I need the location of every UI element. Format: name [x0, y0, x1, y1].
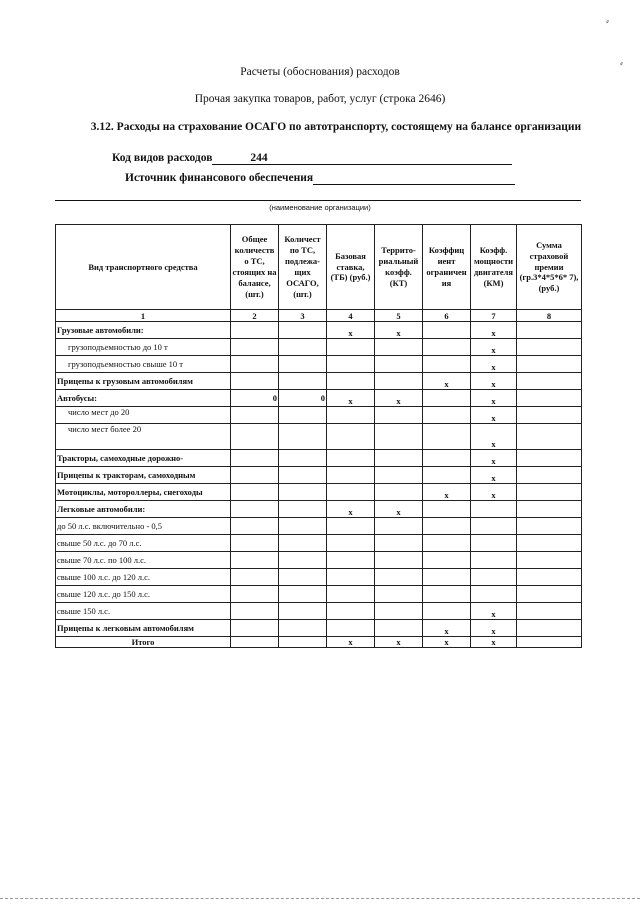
cell-limit-coef — [423, 603, 471, 620]
cell-power-coef: x — [471, 467, 517, 484]
cell-limit-coef — [423, 586, 471, 603]
cell-total-count — [231, 620, 279, 637]
header-total-count: Общее количеств о ТС, стоящих на балансе, (шт.) — [231, 225, 279, 310]
cell-premium-sum — [517, 484, 582, 501]
cell-base-rate — [327, 450, 375, 467]
cell-total-count — [231, 518, 279, 535]
cell-base-rate — [327, 535, 375, 552]
cell-limit-coef: x — [423, 373, 471, 390]
cell-total-count — [231, 535, 279, 552]
cell-total-count — [231, 501, 279, 518]
cell-premium-sum — [517, 407, 582, 424]
cell-base-rate — [327, 467, 375, 484]
cell-osago-count: 0 — [279, 390, 327, 407]
cell-power-coef: x — [471, 637, 517, 648]
col-number: 6 — [423, 310, 471, 322]
cell-base-rate — [327, 620, 375, 637]
table-row — [56, 569, 582, 586]
table-row — [56, 535, 582, 552]
col-number: 5 — [375, 310, 423, 322]
scan-mark: ⸗ — [606, 16, 609, 26]
table-row — [56, 390, 582, 407]
cell-territorial-coef — [375, 620, 423, 637]
row-label: Прицепы к грузовым автомобилям — [56, 373, 231, 390]
table-row — [56, 603, 582, 620]
organization-caption: (наименование организации) — [269, 203, 371, 212]
cell-osago-count — [279, 586, 327, 603]
cell-territorial-coef — [375, 552, 423, 569]
page-bottom-edge — [0, 898, 640, 899]
cell-base-rate — [327, 424, 375, 450]
row-label: свыше 120 л.с. до 150 л.с. — [56, 586, 231, 603]
table-row — [56, 586, 582, 603]
cell-total-count — [231, 450, 279, 467]
cell-premium-sum — [517, 373, 582, 390]
header-vehicle-type: Вид транспортного средства — [56, 225, 231, 310]
cell-osago-count — [279, 569, 327, 586]
cell-osago-count — [279, 424, 327, 450]
cell-base-rate: x — [327, 501, 375, 518]
cell-osago-count — [279, 322, 327, 339]
cell-total-count — [231, 569, 279, 586]
table-row — [56, 356, 582, 373]
column-number-row — [56, 310, 582, 322]
cell-osago-count — [279, 373, 327, 390]
col-number: 4 — [327, 310, 375, 322]
cell-power-coef — [471, 501, 517, 518]
cell-limit-coef — [423, 424, 471, 450]
cell-total-count — [231, 552, 279, 569]
cell-territorial-coef: x — [375, 501, 423, 518]
table-row — [56, 501, 582, 518]
header-territorial-coef: Террито- риальный коэфф. (КТ) — [375, 225, 423, 310]
cell-total-count — [231, 424, 279, 450]
cell-osago-count — [279, 637, 327, 648]
cell-limit-coef — [423, 390, 471, 407]
osago-table — [55, 224, 582, 648]
row-label: Грузовые автомобили: — [56, 322, 231, 339]
header-limit-coef: Коэффиц иент ограничен ия — [423, 225, 471, 310]
cell-premium-sum — [517, 390, 582, 407]
cell-osago-count — [279, 356, 327, 373]
header-row — [56, 225, 582, 310]
table-row — [56, 518, 582, 535]
table-row — [56, 620, 582, 637]
cell-power-coef — [471, 535, 517, 552]
cell-limit-coef: x — [423, 484, 471, 501]
cell-power-coef: x — [471, 356, 517, 373]
table-row — [56, 373, 582, 390]
cell-premium-sum — [517, 450, 582, 467]
scan-mark: ⸗ — [620, 58, 623, 68]
table-row — [56, 484, 582, 501]
row-label: до 50 л.с. включительно - 0,5 — [56, 518, 231, 535]
cell-base-rate — [327, 356, 375, 373]
table-row — [56, 552, 582, 569]
cell-premium-sum — [517, 620, 582, 637]
row-label: свыше 150 л.с. — [56, 603, 231, 620]
cell-base-rate — [327, 407, 375, 424]
row-label: грузоподъемностью до 10 т — [56, 339, 231, 356]
row-label: свыше 50 л.с. до 70 л.с. — [56, 535, 231, 552]
row-label: Автобусы: — [56, 390, 231, 407]
cell-territorial-coef — [375, 603, 423, 620]
cell-total-count: 0 — [231, 390, 279, 407]
cell-osago-count — [279, 552, 327, 569]
row-label: Прицепы к легковым автомобилям — [56, 620, 231, 637]
cell-base-rate — [327, 484, 375, 501]
cell-base-rate — [327, 586, 375, 603]
cell-limit-coef — [423, 450, 471, 467]
cell-power-coef: x — [471, 322, 517, 339]
cell-power-coef: x — [471, 373, 517, 390]
row-label: свыше 100 л.с. до 120 л.с. — [56, 569, 231, 586]
cell-power-coef: x — [471, 407, 517, 424]
cell-osago-count — [279, 535, 327, 552]
cell-premium-sum — [517, 518, 582, 535]
row-label: Мотоциклы, мотороллеры, снегоходы — [56, 484, 231, 501]
cell-power-coef — [471, 586, 517, 603]
funding-source-label: Источник финансового обеспечения — [125, 172, 314, 184]
cell-osago-count — [279, 484, 327, 501]
col-number: 8 — [517, 310, 582, 322]
section-title: 3.12. Расходы на страхование ОСАГО по автотранспорту, состоящему на балансе организации — [90, 121, 582, 133]
cell-limit-coef — [423, 339, 471, 356]
cell-premium-sum — [517, 339, 582, 356]
cell-premium-sum — [517, 322, 582, 339]
document-subtitle: Прочая закупка товаров, работ, услуг (строка 2646) — [194, 93, 446, 105]
funding-source-line — [125, 172, 515, 185]
cell-total-count — [231, 586, 279, 603]
cell-power-coef: x — [471, 390, 517, 407]
cell-territorial-coef — [375, 518, 423, 535]
cell-osago-count — [279, 339, 327, 356]
cell-osago-count — [279, 603, 327, 620]
cell-premium-sum — [517, 586, 582, 603]
cell-territorial-coef — [375, 467, 423, 484]
cell-power-coef — [471, 569, 517, 586]
row-label: число мест до 20 — [56, 407, 231, 424]
cell-total-count — [231, 637, 279, 648]
cell-territorial-coef — [375, 484, 423, 501]
col-number: 3 — [279, 310, 327, 322]
cell-limit-coef — [423, 535, 471, 552]
row-label: Легковые автомобили: — [56, 501, 231, 518]
col-number: 1 — [56, 310, 231, 322]
cell-osago-count — [279, 501, 327, 518]
cell-total-count — [231, 603, 279, 620]
row-label: грузоподъемностью свыше 10 т — [56, 356, 231, 373]
cell-power-coef: x — [471, 450, 517, 467]
row-label: свыше 70 л.с. по 100 л.с. — [56, 552, 231, 569]
cell-limit-coef — [423, 322, 471, 339]
cell-territorial-coef — [375, 356, 423, 373]
cell-power-coef: x — [471, 484, 517, 501]
cell-territorial-coef: x — [375, 637, 423, 648]
expense-code-value: 244 — [212, 152, 512, 165]
col-number: 7 — [471, 310, 517, 322]
cell-premium-sum — [517, 501, 582, 518]
cell-limit-coef — [423, 552, 471, 569]
cell-total-count — [231, 484, 279, 501]
table-row — [56, 467, 582, 484]
cell-osago-count — [279, 518, 327, 535]
cell-territorial-coef — [375, 373, 423, 390]
cell-power-coef: x — [471, 339, 517, 356]
cell-limit-coef — [423, 569, 471, 586]
cell-territorial-coef: x — [375, 390, 423, 407]
col-number: 2 — [231, 310, 279, 322]
cell-power-coef: x — [471, 424, 517, 450]
header-premium-sum: Сумма страховой премии (гр.3*4*5*6* 7), (руб.) — [517, 225, 582, 310]
row-label: Тракторы, самоходные дорожно- — [56, 450, 231, 467]
total-label: Итого — [56, 637, 231, 648]
cell-premium-sum — [517, 356, 582, 373]
cell-base-rate: x — [327, 390, 375, 407]
header-osago-count: Количест по ТС, подлежа- щих ОСАГО, (шт.) — [279, 225, 327, 310]
cell-osago-count — [279, 467, 327, 484]
cell-premium-sum — [517, 467, 582, 484]
table-row — [56, 322, 582, 339]
cell-osago-count — [279, 620, 327, 637]
cell-total-count — [231, 339, 279, 356]
row-label: число мест более 20 — [56, 424, 231, 450]
funding-source-value — [313, 172, 515, 185]
cell-base-rate — [327, 603, 375, 620]
cell-territorial-coef — [375, 407, 423, 424]
cell-power-coef — [471, 552, 517, 569]
cell-territorial-coef — [375, 586, 423, 603]
row-label: Прицепы к тракторам, самоходным — [56, 467, 231, 484]
cell-limit-coef — [423, 467, 471, 484]
header-base-rate: Базовая ставка, (ТБ) (руб.) — [327, 225, 375, 310]
cell-total-count — [231, 322, 279, 339]
cell-limit-coef: x — [423, 637, 471, 648]
cell-premium-sum — [517, 552, 582, 569]
table-row — [56, 450, 582, 467]
cell-total-count — [231, 407, 279, 424]
organization-name-line — [55, 200, 581, 201]
cell-power-coef: x — [471, 603, 517, 620]
cell-power-coef — [471, 518, 517, 535]
cell-territorial-coef — [375, 424, 423, 450]
cell-territorial-coef — [375, 450, 423, 467]
cell-territorial-coef — [375, 339, 423, 356]
cell-osago-count — [279, 407, 327, 424]
cell-power-coef: x — [471, 620, 517, 637]
cell-total-count — [231, 467, 279, 484]
cell-total-count — [231, 373, 279, 390]
cell-base-rate — [327, 569, 375, 586]
cell-base-rate: x — [327, 322, 375, 339]
expense-code-label: Код видов расходов — [112, 152, 213, 164]
cell-premium-sum — [517, 535, 582, 552]
cell-base-rate — [327, 518, 375, 535]
cell-territorial-coef — [375, 535, 423, 552]
cell-premium-sum — [517, 603, 582, 620]
table-row — [56, 424, 582, 450]
cell-premium-sum — [517, 569, 582, 586]
cell-limit-coef — [423, 518, 471, 535]
header-power-coef: Коэфф. мощности двигателя (КМ) — [471, 225, 517, 310]
cell-premium-sum — [517, 424, 582, 450]
document-title: Расчеты (обоснования) расходов — [240, 66, 400, 78]
cell-territorial-coef — [375, 569, 423, 586]
cell-limit-coef: x — [423, 620, 471, 637]
cell-territorial-coef: x — [375, 322, 423, 339]
cell-base-rate: x — [327, 637, 375, 648]
cell-total-count — [231, 356, 279, 373]
table-row — [56, 407, 582, 424]
cell-osago-count — [279, 450, 327, 467]
cell-base-rate — [327, 373, 375, 390]
table-row — [56, 339, 582, 356]
total-row — [56, 637, 582, 648]
cell-limit-coef — [423, 356, 471, 373]
cell-base-rate — [327, 339, 375, 356]
cell-limit-coef — [423, 407, 471, 424]
expense-code-line — [112, 152, 512, 165]
cell-base-rate — [327, 552, 375, 569]
cell-limit-coef — [423, 501, 471, 518]
cell-premium-sum — [517, 637, 582, 648]
